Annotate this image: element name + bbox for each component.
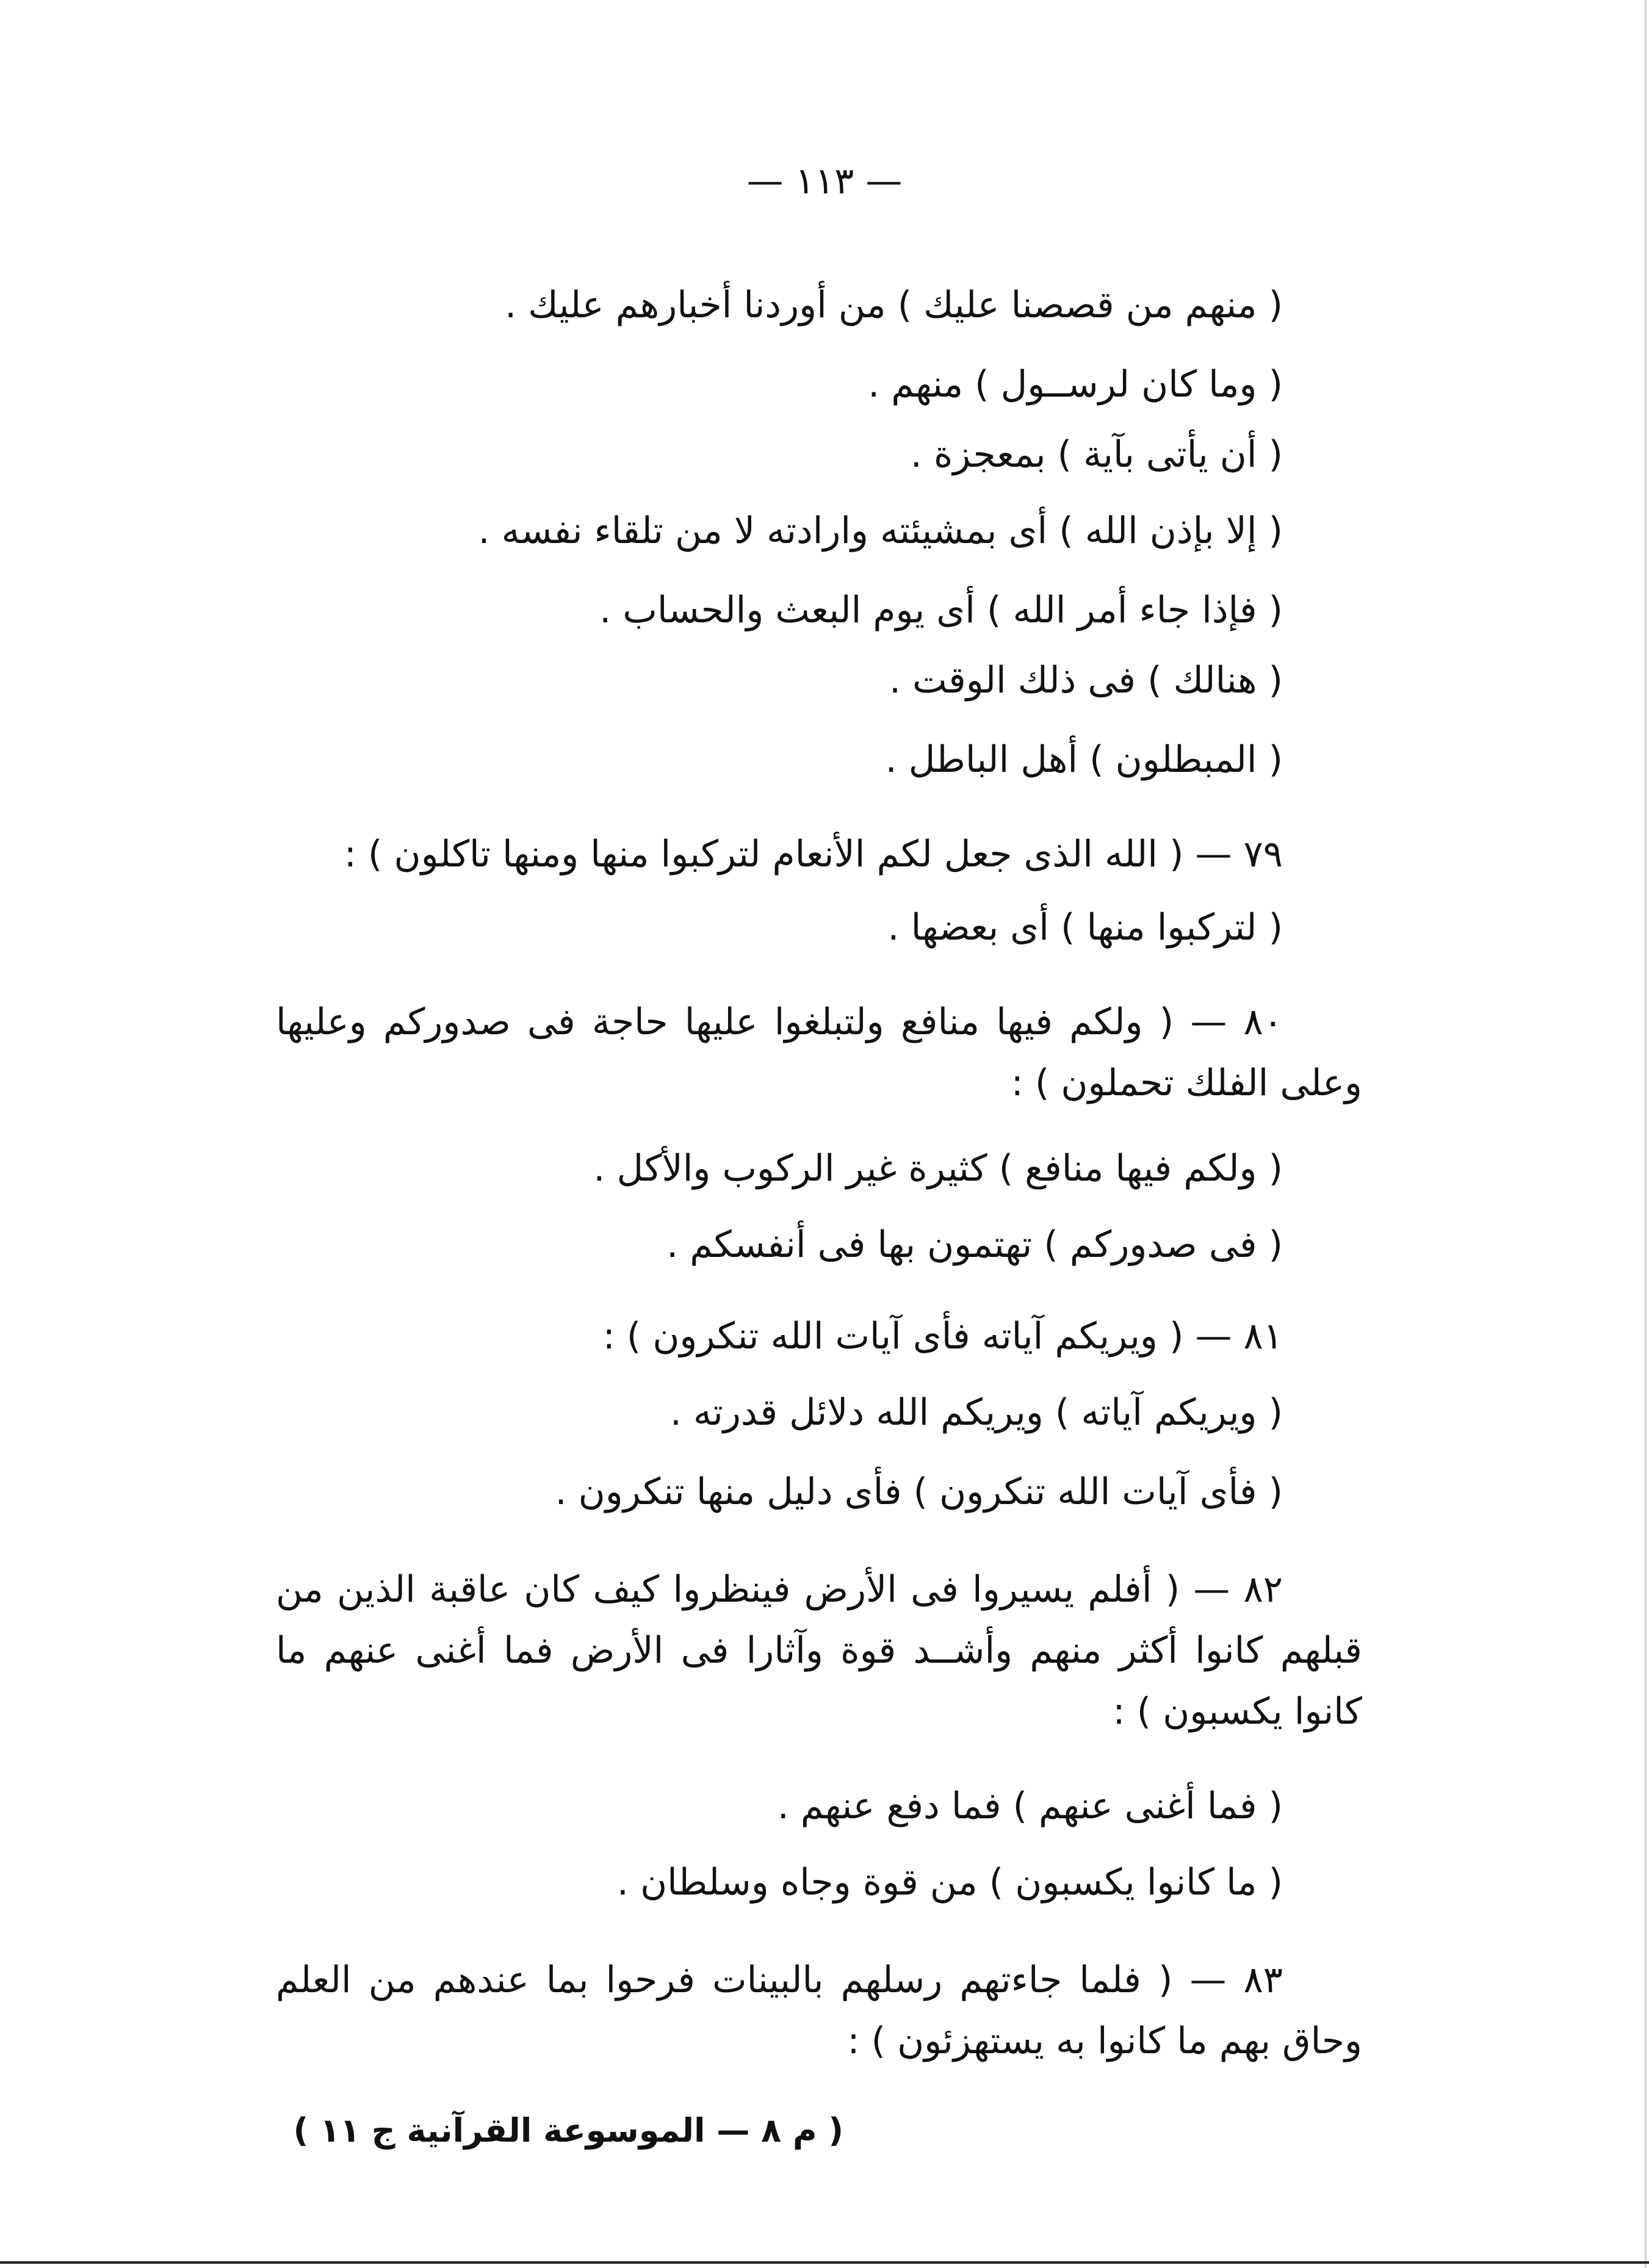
verse-paragraph: ٨٣ — ( فلما جاءتهم رسلهم بالبينات فرحوا بما عندهم من العلم وحاق بهم ما كانوا به يستهزئون ) : bbox=[276, 1959, 1362, 2062]
commentary-line: ( المبطلون ) أهل الباطل . bbox=[885, 738, 1283, 781]
commentary-line: ( لتركبوا منها ) أى بعضها . bbox=[887, 906, 1283, 949]
commentary-line: ( فأى آيات الله تنكرون ) فأى دليل منها تنكرون . bbox=[555, 1471, 1283, 1513]
commentary-line: ( هنالك ) فى ذلك الوقت . bbox=[889, 659, 1283, 702]
verse-paragraph: ٧٩ — ( الله الذى جعل لكم الأنعام لتركبوا منها ومنها تاكلون ) : bbox=[344, 833, 1283, 876]
commentary-line: ( منهم من قصصنا عليك ) من أوردنا أخبارهم عليك . bbox=[505, 284, 1283, 326]
commentary-line: ( ويريكم آياته ) ويريكم الله دلائل قدرته . bbox=[669, 1391, 1283, 1434]
commentary-line: ( فإذا جاء أمر الله ) أى يوم البعث والحساب . bbox=[599, 589, 1283, 632]
commentary-line: ( أن يأتى بآية ) بمعجزة . bbox=[910, 433, 1283, 476]
commentary-line: ( وما كان لرســول ) منهم . bbox=[868, 363, 1283, 406]
commentary-line: ( إلا بإذن الله ) أى بمشيئته وارادته لا من تلقاء نفسه . bbox=[478, 509, 1283, 552]
page-edge bbox=[1645, 0, 1647, 2268]
commentary-line: ( فى صدوركم ) تهتمون بها فى أنفسكم . bbox=[666, 1223, 1283, 1266]
page-bottom-rule bbox=[0, 2261, 1649, 2264]
commentary-line: ( ولكم فيها منافع ) كثيرة غير الركوب والأكل . bbox=[593, 1147, 1283, 1190]
commentary-line: ( ما كانوا يكسبون ) من قوة وجاه وسلطان . bbox=[616, 1861, 1283, 1904]
page-number: — ١١٣ — bbox=[746, 160, 903, 203]
verse-paragraph: ٨٠ — ( ولكم فيها منافع ولتبلغوا عليها حاجة فى صدوركم وعليها وعلى الفلك تحملون ) : bbox=[276, 1001, 1362, 1104]
verse-paragraph: ٨٢ — ( أفلم يسيروا فى الأرض فينظروا كيف كان عاقبة الذين من قبلهم كانوا أكثر منهم وأشــد قوة وآثارا فى الأرض فما أغنى عنهم ما كانوا يكسبون ) : bbox=[276, 1568, 1362, 1733]
commentary-line: ( فما أغنى عنهم ) فما دفع عنهم . bbox=[777, 1785, 1283, 1827]
page-footer: ( م ٨ — الموسوعة القرآنية ج ١١ ) bbox=[293, 2111, 843, 2150]
verse-paragraph: ٨١ — ( ويريكم آياته فأى آيات الله تنكرون ) : bbox=[602, 1315, 1283, 1358]
